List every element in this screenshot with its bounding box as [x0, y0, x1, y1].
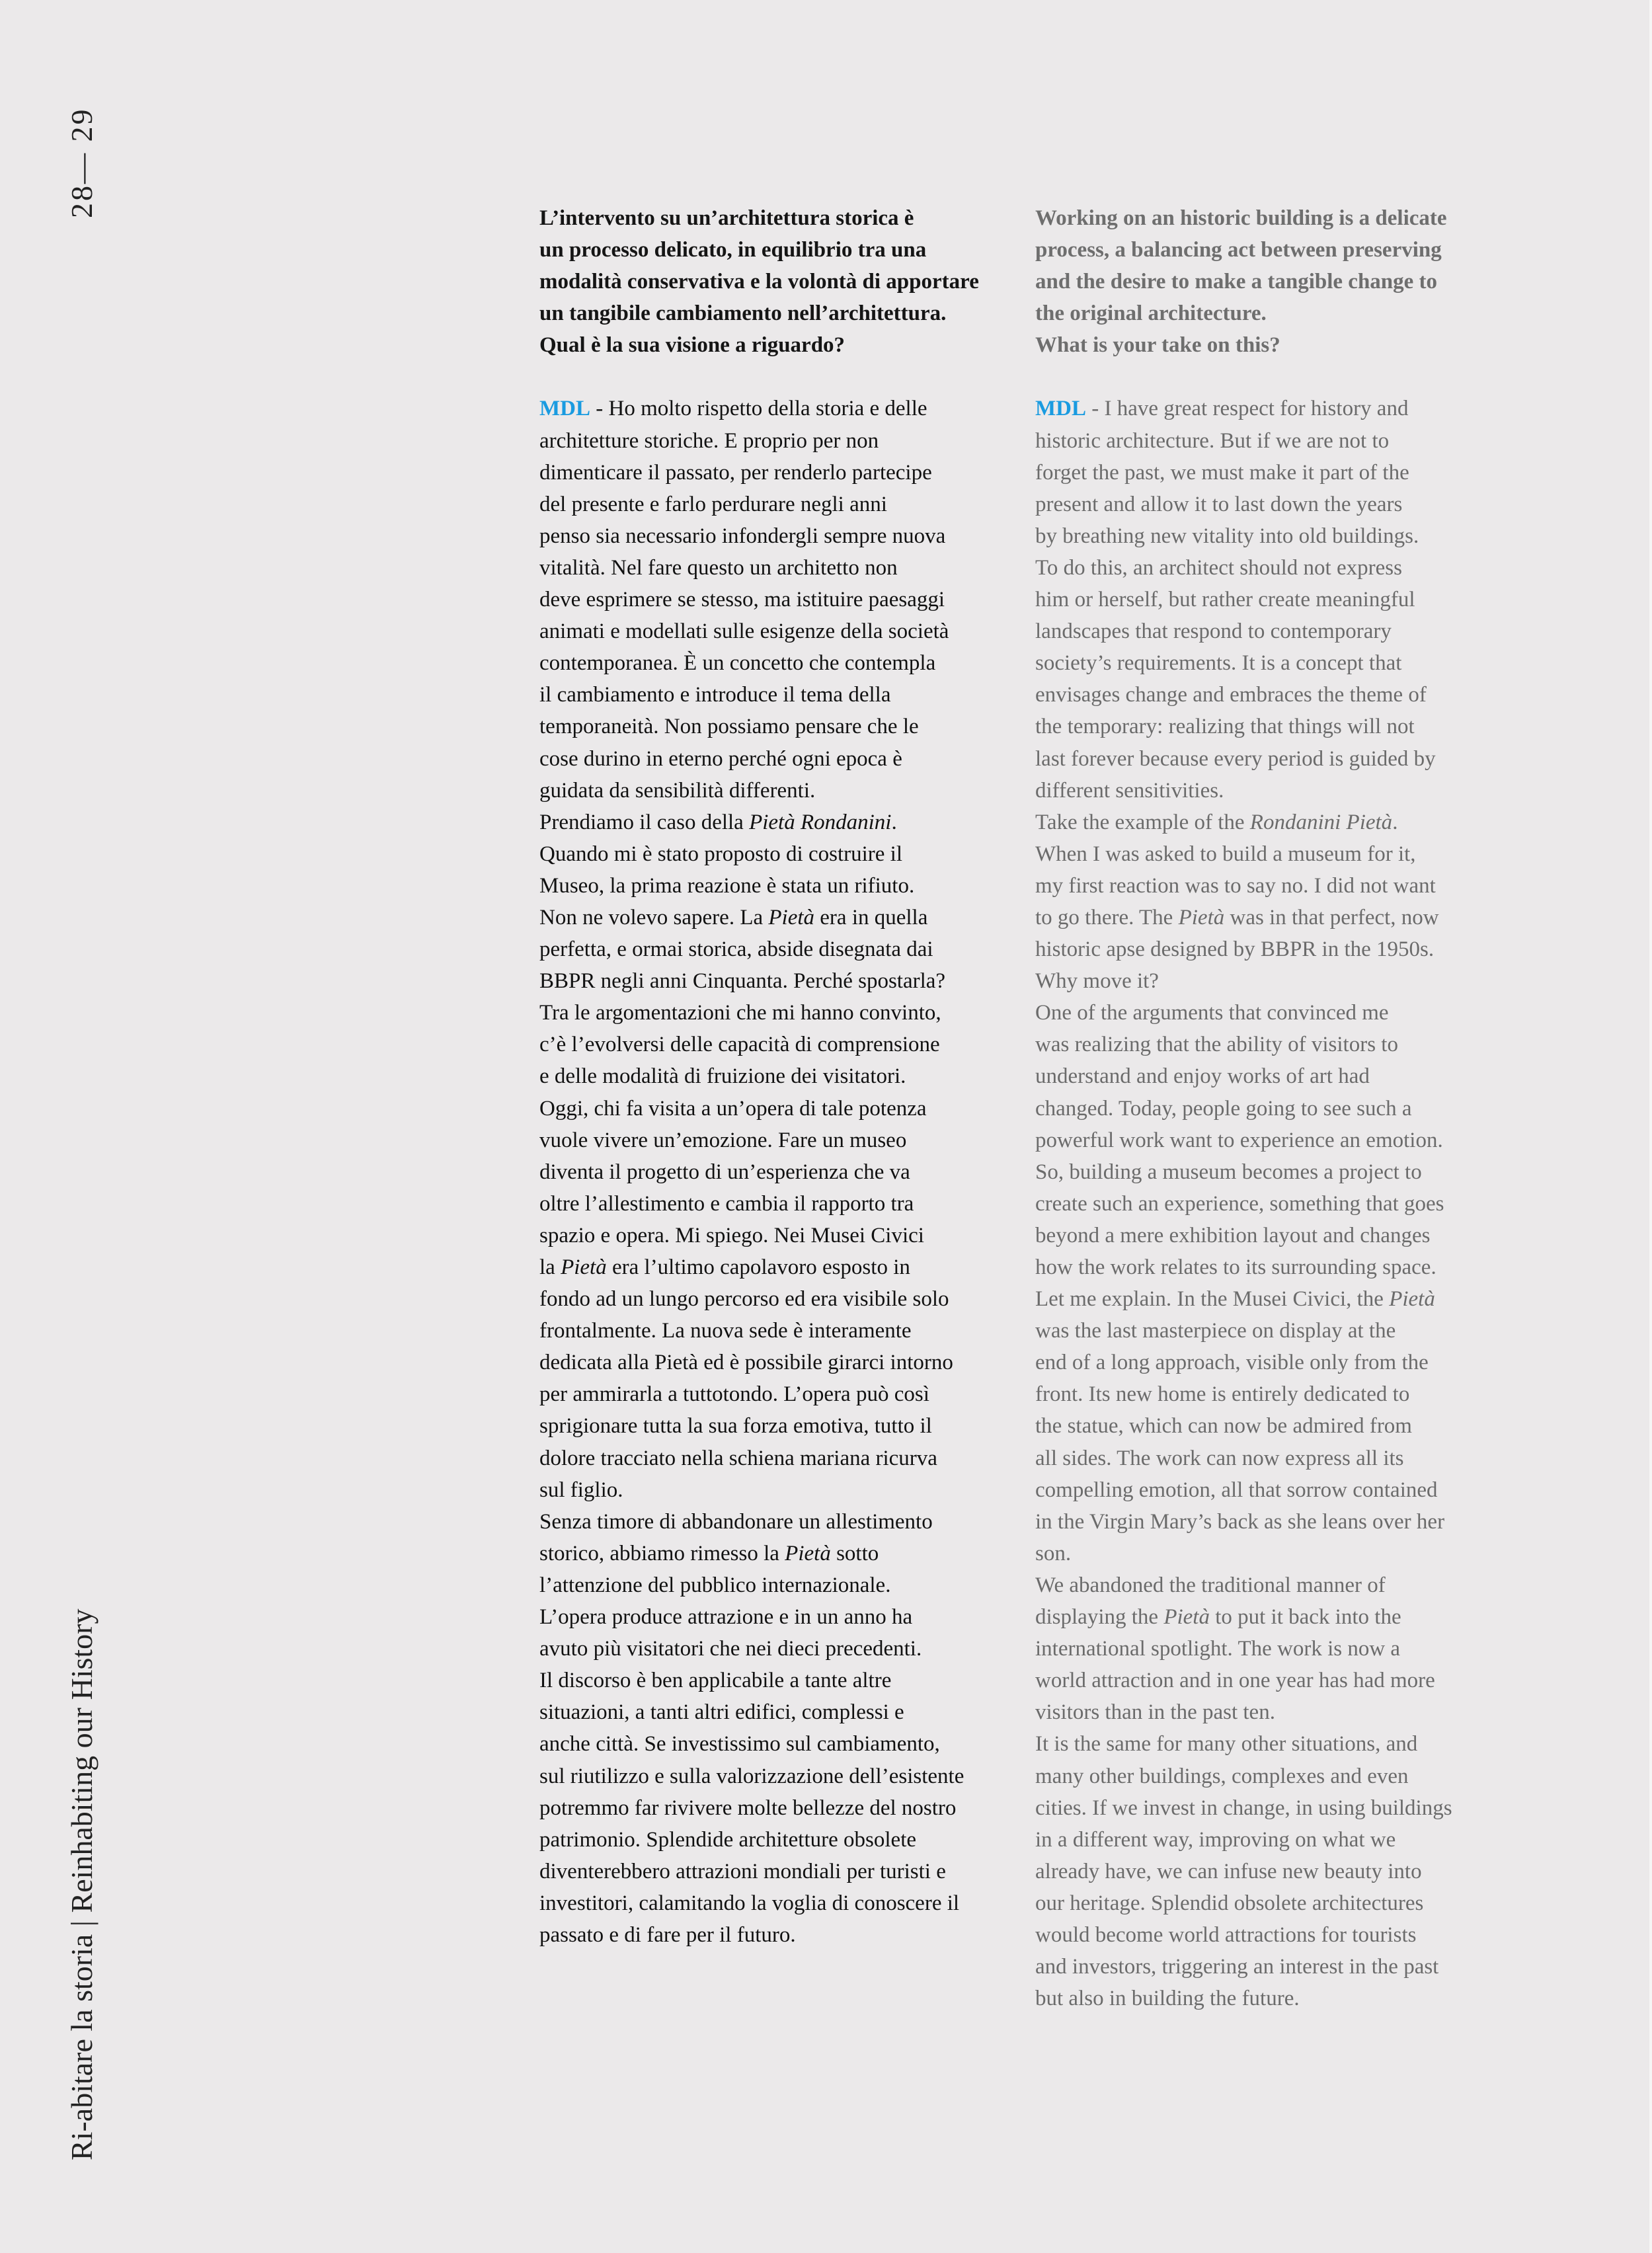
- rondanini-line: Prendiamo il caso della Pietà Rondanini.: [539, 810, 897, 834]
- text-line: It is the same for many other situations, and: [1035, 1732, 1418, 1757]
- text-line: One of the arguments that convinced me: [1035, 1001, 1389, 1025]
- text-line: temporaneità. Non possiamo pensare che le: [539, 715, 919, 739]
- text-line: Il discorso è ben applicabile a tante altre: [539, 1669, 892, 1693]
- text-line: historic apse designed by BBPR in the 1950s.: [1035, 937, 1435, 962]
- italian-column: [539, 202, 1022, 1951]
- speaker-label: MDL: [1035, 397, 1086, 421]
- text-line: create such an experience, something that goes: [1035, 1191, 1444, 1216]
- text-line: dolore tracciato nella schiena mariana ricurva: [539, 1446, 937, 1470]
- text-line: e delle modalità di fruizione dei visitatori.: [539, 1064, 906, 1089]
- text-line: international spotlight. The work is now a: [1035, 1637, 1401, 1661]
- text-line: front. Its new home is entirely dedicated to: [1035, 1382, 1410, 1407]
- text-line: contemporanea. È un concetto che contempla: [539, 651, 936, 676]
- text-line: but also in building the future.: [1035, 1987, 1300, 2011]
- text-line: sul figlio.: [539, 1478, 623, 1502]
- pieta-line: to go there. The Pietà was in that perfect, now: [1035, 905, 1439, 929]
- text-line: and the desire to make a tangible change to: [1035, 270, 1438, 294]
- text-line: diventa il progetto di un’esperienza che va: [539, 1160, 910, 1184]
- answer-block-5: [1035, 1633, 1511, 2014]
- text-line: What is your take on this?: [1035, 333, 1280, 358]
- text-line: penso sia necessario infondergli sempre nuova: [539, 524, 946, 548]
- text-line: present and allow it to last down the years: [1035, 492, 1403, 516]
- text-line: deve esprimere se stesso, ma istituire paesaggi: [539, 588, 945, 612]
- answer-block-4: [539, 1283, 1022, 1538]
- text-line: beyond a mere exhibition layout and changes: [1035, 1223, 1431, 1247]
- answer-block-1: [539, 425, 1022, 807]
- answer-first-line: MDL - Ho molto rispetto della storia e delle: [539, 397, 927, 421]
- speaker-label: MDL: [539, 397, 590, 421]
- text-line: architetture storiche. E proprio per non: [539, 428, 879, 453]
- text-line: So, building a museum becomes a project to: [1035, 1160, 1422, 1184]
- text-line: different sensitivities.: [1035, 778, 1224, 803]
- text-line: del presente e farlo perdurare negli anni: [539, 492, 887, 516]
- text-line: BBPR negli anni Cinquanta. Perché spostarla?: [539, 969, 946, 994]
- text-line: in the Virgin Mary’s back as she leans over her: [1035, 1509, 1445, 1534]
- page-edge: [1649, 0, 1652, 2253]
- text-line: Senza timore di abbandonare un allestimento: [539, 1509, 933, 1534]
- text-line: by breathing new vitality into old buildings.: [1035, 524, 1419, 548]
- text-line: avuto più visitatori che nei dieci precedenti.: [539, 1637, 922, 1661]
- interview-question-italian: [539, 202, 1022, 361]
- text-line: was the last masterpiece on display at the: [1035, 1319, 1396, 1343]
- text-line: frontalmente. La nuova sede è interamente: [539, 1319, 912, 1343]
- text-line: compelling emotion, all that sorrow contained: [1035, 1478, 1438, 1502]
- text-line: fondo ad un lungo percorso ed era visibile solo: [539, 1287, 949, 1312]
- english-column: [1035, 202, 1511, 2014]
- text-line: anche città. Se investissimo sul cambiamento,: [539, 1732, 940, 1757]
- text-line: When I was asked to build a museum for it,: [1035, 842, 1416, 866]
- page-numbers: 28— 29: [65, 107, 98, 218]
- text-line: how the work relates to its surrounding space.: [1035, 1255, 1436, 1279]
- interview-answer-english: [1035, 393, 1511, 2014]
- text-line: historic architecture. But if we are not to: [1035, 428, 1390, 453]
- text-line: oltre l’allestimento e cambia il rapporto tra: [539, 1191, 914, 1216]
- text-line: Museo, la prima reazione è stata un rifiuto.: [539, 873, 915, 898]
- answer-block-3: [539, 933, 1022, 1251]
- pieta-line: Non ne volevo sapere. La Pietà era in quella: [539, 905, 928, 929]
- answer-first-line: MDL - I have great respect for history and: [1035, 397, 1409, 421]
- text-line: per ammirarla a tuttotondo. L’opera può così: [539, 1382, 929, 1407]
- text-line: un tangibile cambiamento nell’architettura.: [539, 301, 947, 326]
- pieta-line: displaying the Pietà to put it back into the: [1035, 1605, 1401, 1630]
- text-line: l’attenzione del pubblico internazionale.: [539, 1573, 891, 1597]
- text-line: situazioni, a tanti altri edifici, complessi e: [539, 1700, 904, 1725]
- text-line: Qual è la sua visione a riguardo?: [539, 333, 846, 358]
- text-line: changed. Today, people going to see such a: [1035, 1096, 1412, 1121]
- text-line: end of a long approach, visible only from the: [1035, 1351, 1429, 1375]
- text-line: process, a balancing act between preserving: [1035, 238, 1442, 262]
- text-line: visitors than in the past ten.: [1035, 1700, 1275, 1725]
- text-line: the original architecture.: [1035, 301, 1267, 326]
- answer-block-2: [539, 838, 1022, 902]
- text-line: dedicata alla Pietà ed è possibile girarci intorno: [539, 1351, 953, 1375]
- text-line: sprigionare tutta la sua forza emotiva, tutto il: [539, 1414, 932, 1439]
- text-line: the temporary: realizing that things will not: [1035, 715, 1415, 739]
- pieta-line: Let me explain. In the Musei Civici, the Pietà: [1035, 1287, 1435, 1312]
- text-line: animati e modellati sulle esigenze della società: [539, 619, 949, 644]
- text-line: society’s requirements. It is a concept that: [1035, 651, 1402, 676]
- text-line: spazio e opera. Mi spiego. Nei Musei Civici: [539, 1223, 924, 1247]
- text-line: modalità conservativa e la volontà di apportare: [539, 270, 979, 294]
- text-line: all sides. The work can now express all its: [1035, 1446, 1404, 1470]
- text-line: Working on an historic building is a delicate: [1035, 206, 1447, 230]
- text-line: Tra le argomentazioni che mi hanno convinto,: [539, 1001, 941, 1025]
- text-line: L’opera produce attrazione e in un anno ha: [539, 1605, 913, 1630]
- text-line: understand and enjoy works of art had: [1035, 1064, 1370, 1089]
- running-title: Ri-abitare la storia | Reinhabiting our History: [65, 1608, 98, 2160]
- text-line: world attraction and in one year has had more: [1035, 1669, 1435, 1693]
- text-line: To do this, an architect should not express: [1035, 555, 1402, 580]
- text-line: sul riutilizzo e sulla valorizzazione dell’esistente: [539, 1764, 964, 1788]
- text-line: envisages change and embraces the theme of: [1035, 683, 1427, 707]
- text-line: the statue, which can now be admired from: [1035, 1414, 1412, 1439]
- text-line: cose durino in eterno perché ogni epoca è: [539, 746, 902, 771]
- text-line: cities. If we invest in change, in using buildings: [1035, 1796, 1452, 1820]
- text-line: c’è l’evolversi delle capacità di comprensione: [539, 1033, 940, 1057]
- text-line: and investors, triggering an interest in the past: [1035, 1955, 1439, 1979]
- text-line: diventerebbero attrazioni mondiali per turisti e: [539, 1859, 946, 1883]
- text-line: il cambiamento e introduce il tema della: [539, 683, 891, 707]
- text-line: Quando mi è stato proposto di costruire il: [539, 842, 902, 866]
- text-line: guidata da sensibilità differenti.: [539, 778, 816, 803]
- answer-block-4: [1035, 1315, 1511, 1601]
- text-line: our heritage. Splendid obsolete architectures: [1035, 1891, 1424, 1915]
- text-line: forget the past, we must make it part of the: [1035, 460, 1409, 485]
- answer-block-3: [1035, 933, 1511, 1283]
- text-line: investitori, calamitando la voglia di conoscere il: [539, 1891, 960, 1915]
- text-line: Why move it?: [1035, 969, 1159, 994]
- text-line: was realizing that the ability of visitors to: [1035, 1033, 1398, 1057]
- interview-answer-italian: [539, 393, 1022, 1951]
- text-line: patrimonio. Splendide architetture obsolete: [539, 1827, 917, 1852]
- text-line: son.: [1035, 1541, 1072, 1565]
- text-line: perfetta, e ormai storica, abside disegnata dai: [539, 937, 933, 962]
- text-line: already have, we can infuse new beauty into: [1035, 1859, 1422, 1883]
- text-line: vitalità. Nel fare questo un architetto non: [539, 555, 898, 580]
- text-line: Oggi, chi fa visita a un’opera di tale potenza: [539, 1096, 927, 1121]
- text-line: landscapes that respond to contemporary: [1035, 619, 1392, 644]
- pieta-line: storico, abbiamo rimesso la Pietà sotto: [539, 1541, 879, 1565]
- answer-block-5: [539, 1569, 1022, 1951]
- pieta-line: la Pietà era l’ultimo capolavoro esposto in: [539, 1255, 910, 1279]
- text-line: him or herself, but rather create meaningful: [1035, 588, 1415, 612]
- answer-block-2: [1035, 838, 1511, 902]
- interview-question-english: [1035, 202, 1511, 361]
- text-line: my first reaction was to say no. I did not want: [1035, 873, 1436, 898]
- text-line: L’intervento su un’architettura storica è: [539, 206, 914, 230]
- text-line: would become world attractions for tourists: [1035, 1922, 1417, 1947]
- text-line: potremmo far rivivere molte bellezze del nostro: [539, 1796, 957, 1820]
- text-line: vuole vivere un’emozione. Fare un museo: [539, 1128, 907, 1152]
- text-line: We abandoned the traditional manner of: [1035, 1573, 1386, 1597]
- text-line: last forever because every period is guided by: [1035, 746, 1436, 771]
- text-line: passato e di fare per il futuro.: [539, 1922, 796, 1947]
- text-line: un processo delicato, in equilibrio tra una: [539, 238, 927, 262]
- text-line: many other buildings, complexes and even: [1035, 1764, 1409, 1788]
- text-line: powerful work want to experience an emotion.: [1035, 1128, 1443, 1152]
- text-line: dimenticare il passato, per renderlo partecipe: [539, 460, 932, 485]
- rondanini-line: Take the example of the Rondanini Pietà.: [1035, 810, 1398, 834]
- answer-block-1: [1035, 425, 1511, 807]
- text-line: in a different way, improving on what we: [1035, 1827, 1396, 1852]
